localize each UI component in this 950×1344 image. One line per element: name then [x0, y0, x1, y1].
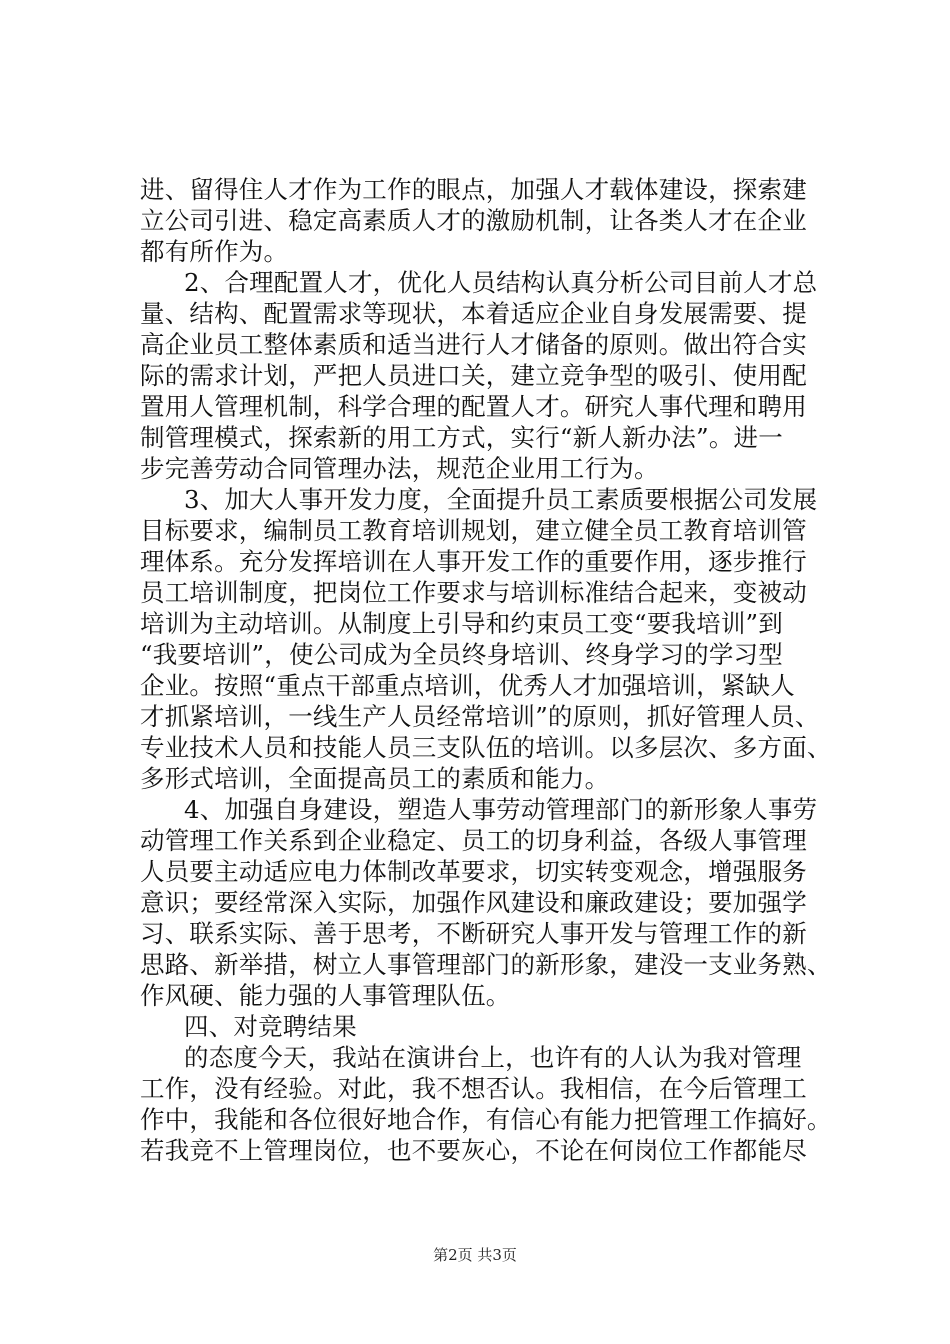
- text-line: 置用人管理机制，科学合理的配置人才。研究人事代理和聘用: [140, 392, 807, 421]
- text-line: 高企业员工整体素质和适当进行人才储备的原则。做出符合实: [140, 330, 807, 359]
- text-line: 进、留得住人才作为工作的眼点，加强人才载体建设，探索建: [140, 175, 807, 204]
- text-line: 作风硬、能力强的人事管理队伍。: [140, 981, 511, 1010]
- text-line: 专业技术人员和技能人员三支队伍的培训。以多层次、多方面、: [140, 733, 832, 762]
- text-line: 工作，没有经验。对此，我不想否认。我相信，在今后管理工: [140, 1074, 807, 1103]
- text-line: 企业。按照“重点干部重点培训，优秀人才加强培训，紧缺人: [140, 671, 795, 700]
- text-line: 人员要主动适应电力体制改革要求，切实转变观念，增强服务: [140, 857, 807, 886]
- text-line: 目标要求，编制员工教育培训规划，建立健全员工教育培训管: [140, 516, 807, 545]
- text-line: 量、结构、配置需求等现状，本着适应企业自身发展需要、提: [140, 299, 807, 328]
- text-line: 四、对竞聘结果: [184, 1012, 357, 1041]
- text-line: 若我竞不上管理岗位，也不要灰心，不论在何岗位工作都能尽: [140, 1136, 807, 1165]
- text-line: 立公司引进、稳定高素质人才的激励机制，让各类人才在企业: [140, 206, 807, 235]
- text-line: 际的需求计划，严把人员进口关，建立竞争型的吸引、使用配: [140, 361, 807, 390]
- text-line: 理体系。充分发挥培训在人事开发工作的重要作用，逐步推行: [140, 547, 807, 576]
- text-line: 的态度今天，我站在演讲台上，也许有的人认为我对管理: [184, 1043, 802, 1072]
- text-line: 4、加强自身建设，塑造人事劳动管理部门的新形象人事劳: [184, 795, 818, 824]
- text-line: 员工培训制度，把岗位工作要求与培训标准结合起来，变被动: [140, 578, 807, 607]
- text-line: 培训为主动培训。从制度上引导和约束员工变“要我培训”到: [140, 609, 783, 638]
- text-line: “我要培训”，使公司成为全员终身培训、终身学习的学习型: [140, 640, 783, 669]
- text-line: 3、加大人事开发力度，全面提升员工素质要根据公司发展: [184, 485, 818, 514]
- text-line: 动管理工作关系到企业稳定、员工的切身利益，各级人事管理: [140, 826, 807, 855]
- page-footer: 第2页 共3页: [433, 1246, 517, 1264]
- text-line: 思路、新举措，树立人事管理部门的新形象，建没一支业务熟、: [140, 950, 832, 979]
- text-line: 作中，我能和各位很好地合作，有信心有能力把管理工作搞好。: [140, 1105, 832, 1134]
- text-line: 习、联系实际、善于思考，不断研究人事开发与管理工作的新: [140, 919, 807, 948]
- text-line: 都有所作为。: [140, 237, 289, 266]
- text-line: 步完善劳动合同管理办法，规范企业用工行为。: [140, 454, 659, 483]
- text-line: 2、合理配置人才，优化人员结构认真分析公司目前人才总: [184, 268, 818, 297]
- text-line: 意识；要经常深入实际，加强作风建设和廉政建设；要加强学: [140, 888, 807, 917]
- text-line: 才抓紧培训，一线生产人员经常培训”的原则，抓好管理人员、: [140, 702, 820, 731]
- text-line: 多形式培训，全面提高员工的素质和能力。: [140, 764, 610, 793]
- document-body: [140, 174, 840, 1166]
- text-line: 制管理模式，探索新的用工方式，实行“新人新办法”。进一: [140, 423, 783, 452]
